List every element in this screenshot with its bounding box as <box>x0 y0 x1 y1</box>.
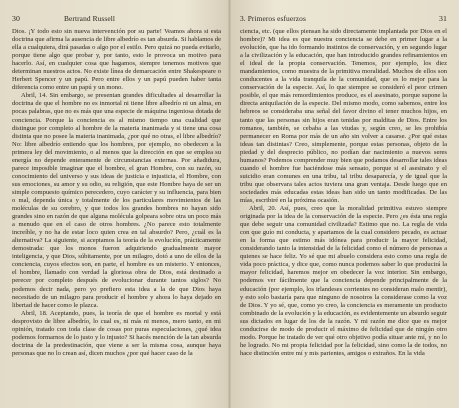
left-page-body <box>12 28 221 358</box>
paragraph: ciencia, etc. (que ellos piensan ha sido directamente implantada por Dios en el hombre)? Mi idea es que nuestra conciencia se debe en primer lugar a la evolución, que ha ido formando instintos de conservación, y en segundo lugar a la civilización y la educación, que han introducido grandes refinamientos en el ideal de la propia conservación. Tenemos, por ejemplo, los diez mandamientos, como muestra de la primitiva moralidad. Muchos de ellos son conducentes a la vida tranquila de la comunidad, que es lo mejor para la conservación de la especie. Así, lo que siempre se consideró el peor crimen posible, el que más remordimientos produce, es el asesinato, porque supone la directa aniquilación de la especie. Del mismo modo, como sabemos, entre los hebreos se consideraba una señal del favor divino el tener muchos hijos, en tanto que las personas sin hijos eran tenidas por malditas de Dios. Entre los romanos, también, se cebaba a las viudas y, según creo, se les prohibía permanecer en Roma por más de un año sin volver a casarse. ¿Por qué estas ideas tan distintas? Creo, simplemente, porque estas personas, objeto de la piedad y del desprecio público, no podían dar nacimiento a nuevos seres humanos? Podemos comprender muy bien que podamos desarrollar tales ideas cuando el hombre fue haciéndose más sensato, porque si el asesinato y el suicidio eran comunes en una tribu, tal tribu desaparecía, y de igual que la tribu que observara tales actos tuviera una gran ventaja. Desde luego que en sociedades más educadas estas ideas han sido un tanto modificadas. De las mías, escribiré en la próxima ocasión. <box>240 28 447 204</box>
running-head: 3. Primeros esfuerzos <box>240 14 306 23</box>
left-page <box>0 0 229 408</box>
running-head: Bertrand Russell <box>64 14 116 23</box>
right-page <box>230 0 459 408</box>
page-number: 31 <box>439 14 447 23</box>
paragraph: Dios. ¡Y todo esto sin nueva intervención por su parte! Veamos ahora si esta doctrina que afirma la ausencia de libre albedrío es tan absurda. Si hablamos de ella a cualquiera, dirá pasadas o algo por el estilo. Pero quizá no pueda evitarlo, porque tiene algo que probar y, por tanto, esto le provoca un motivo para hacerlo. Así, en cualquier cosa que hagamos, siempre tenemos motivos que determinan nuestros actos. No existe línea de demarcación entre Shakespeare o Herbert Spencer y un papú. Pero entre ellos y un papú pueden haber tanta diferencia como entre un papú y un mono. <box>12 28 221 92</box>
paragraph: Abril, 20. Así, pues, creo que la moralidad primitiva estuvo siempre originada por la idea de la conservación de la especie. Pero ¿es ésta una regla que debe seguir una comunidad civilizada? Estimo que no. La regla de vida con que guío mi conducta, y apartamos de la cual considero pecado, es actuar en la forma que estimo más idónea para producir la mayor felicidad, considerando tanto la intensidad de la felicidad como el número de personas a quienes se hace feliz. Yo sé que mi abuelo considera esto como una regla de vida poco práctica, y dice que, como nunca podemos saber lo que producirá la mayor felicidad, haremos mejor en obedecer la voz interior. Sin embargo, podemos ver fácilmente que la conciencia depende principalmente de la educación (por ejemplo, los irlandeses corrientes no consideran malo mentir), y esto solo bastaría para que ninguno de nosotros la considerase como la voz de Dios. Y yo sé, que, como yo creo, la conciencia es meramente un producto combinado de la evolución y la educación, es evidentemente un absurdo seguir sus dictados en lugar de los de la razón. Y mi razón me dice que es mejor conducirse de modo de producir el máximo de felicidad que de ningún otro modo. Porque he tratado de ver qué otro objetivo podía situar ante mí, y no lo he logrado. No mi propia felicidad por la felicidad, sino como la de todos, no hace distinción entre mí y mis parientes, amigos o extraños. En la vida <box>240 205 447 357</box>
paragraph: Abril, 14. Sin embargo, se presentan grandes dificultades al desarrollar la doctrina de que el hombre no es inmortal ni tiene libre albedrío ni un alma, en pocas palabras, que no es más que una especie de máquina ingeniosa dotada de conciencia. Porque la conciencia es al mismo tiempo una cualidad que distingue por completo al hombre de la materia inanimada y si tiene una cosa distinta que no posee la materia inanimada, ¿por qué no otras, el libre albedrío? No: libre albedrío entiendo que los hombres, por ejemplo, no obedecen a la primera ley del movimiento, o al menos que la dirección en que se emplea su energía no depende enteramente de circunstancias externas. Por añadidura, parece imposible imaginar que el hombre, el gran Hombre, con su razón, su conocimiento del universo y sus ideas de justicia e injusticia, el Hombre, con sus emociones, su amor y su odio, su religión, que este Hombre haya de ser un simple compuesto químico perecedero, cuyo carácter y su influencia, para bien o mal, dependa única y totalmente de los particulares movimientos de las moléculas de su cerebro, y que todos los grandes hombres no hayan sido grandes sino en razón de que alguna molécula golpeara sobre otra un poco más a menudo que en el caso de otros hombres. ¿No parece esto totalmente increíble, y no ha de estar loco quien crea en tal absurdo? Pero, ¿cuál es la alternativa? La siguiente, si aceptamos la teoría de la evolución, prácticamente demostrada: que los monos fueron adquiriendo gradualmente mayor inteligencia, y que Dios, súbitamente, por un milagro, dotó a uno de ellos de la conciencia, cuyos efectos son, en parte, el hombre es un misterio. Y entonces, el hombre, llamado con verdad la gloriosa obra de Dios, está destinado a perecer por completo después de evolucionar durante tantos siglos? No podemos decir nada, pero yo prefiero esta idea a la de que Dios haya necesitado de un milagro para producir el hombre y ahora lo haya dejado en libertad de hacer como le plazca. <box>12 92 221 309</box>
right-page-body <box>240 28 447 358</box>
page-number: 30 <box>12 14 20 23</box>
paragraph: Abril, 18. Aceptando, pues, la teoría de que el hombre es mortal y está desprovisto de libre albedrío, lo cual es, ni más ni menos, mero tanto, en mi opinión, tratado con toda clase de cosas por puras especulaciones, ¿qué idea podemos formarnos de lo justo y lo injusto? Si hacés mención de la tan absurda doctrina de la predestinación, que viene a ser la misma cosa, aunque haya personas que no lo crean así, dicen muchos ¿por qué hacer caso de la <box>12 309 221 357</box>
